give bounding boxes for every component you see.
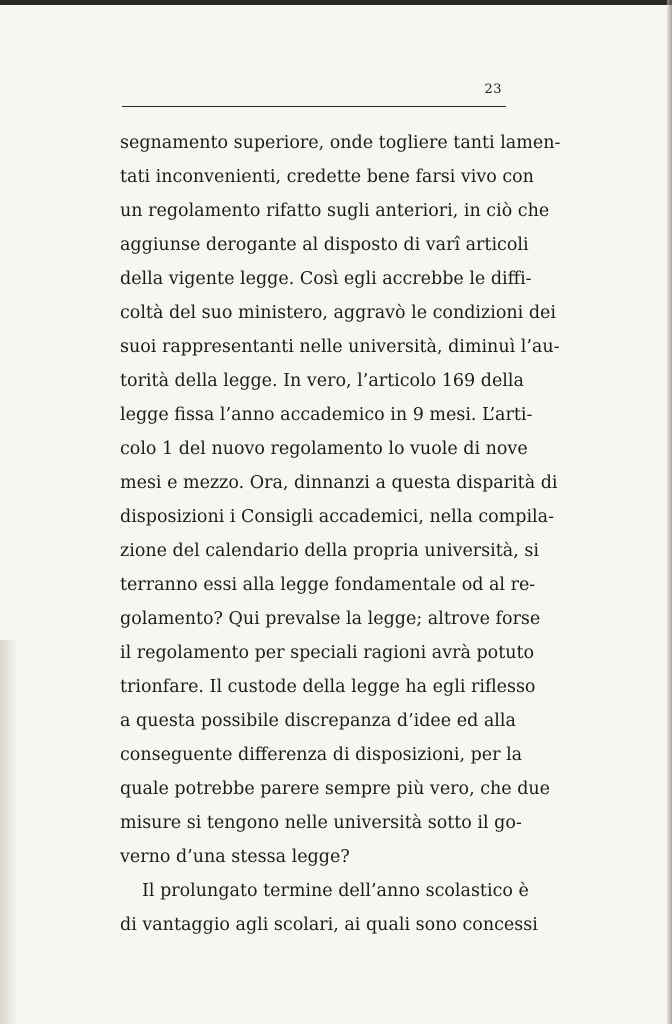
text-line: aggiunse derogante al disposto di varî articoli: [120, 235, 529, 255]
text-line: colo 1 del nuovo regolamento lo vuole di nove: [120, 439, 528, 459]
text-line: a questa possibile discrepanza d’idee ed alla: [120, 711, 516, 731]
text-line: misure si tengono nelle università sotto il go-: [120, 813, 522, 833]
text-line: mesi e mezzo. Ora, dinnanzi a questa disparità di: [120, 473, 558, 493]
text-line: il regolamento per speciali ragioni avrà potuto: [120, 643, 535, 663]
text-line: della vigente legge. Così egli accrebbe le diffi-: [120, 269, 532, 289]
text-line: conseguente differenza di disposizioni, per la: [120, 745, 523, 765]
page-number: 23: [484, 82, 502, 97]
paragraph-start-line: Il prolungato termine dell’anno scolastico è: [142, 881, 529, 901]
text-line: quale potrebbe parere sempre più vero, che due: [120, 779, 551, 799]
page-left-edge: [0, 640, 18, 1024]
header-rule: [122, 106, 506, 107]
text-line: torità della legge. In vero, l’articolo 169 della: [120, 371, 524, 391]
text-line: trionfare. Il custode della legge ha egli riflesso: [120, 677, 536, 697]
text-line: di vantaggio agli scolari, ai quali sono concessi: [120, 915, 538, 935]
top-border: [0, 0, 672, 5]
page-right-edge: [667, 0, 672, 1024]
text-line: segnamento superiore, onde togliere tanti lamen-: [120, 133, 561, 153]
text-line: tati inconvenienti, credette bene farsi vivo con: [120, 167, 534, 187]
body-text: [120, 126, 561, 942]
text-line: suoi rappresentanti nelle università, diminuì l’au-: [120, 337, 560, 357]
paragraph-end-line: verno d’una stessa legge?: [120, 847, 350, 867]
text-line: zione del calendario della propria università, si: [120, 541, 539, 561]
text-line: coltà del suo ministero, aggravò le condizioni dei: [120, 303, 556, 323]
text-line: disposizioni i Consigli accademici, nella compila-: [120, 507, 555, 527]
text-line: legge fissa l’anno accademico in 9 mesi. L’arti-: [120, 405, 533, 425]
text-line: un regolamento rifatto sugli anteriori, in ciò che: [120, 201, 550, 221]
text-line: terranno essi alla legge fondamentale od al re-: [120, 575, 536, 595]
text-line: golamento? Qui prevalse la legge; altrove forse: [120, 609, 541, 629]
